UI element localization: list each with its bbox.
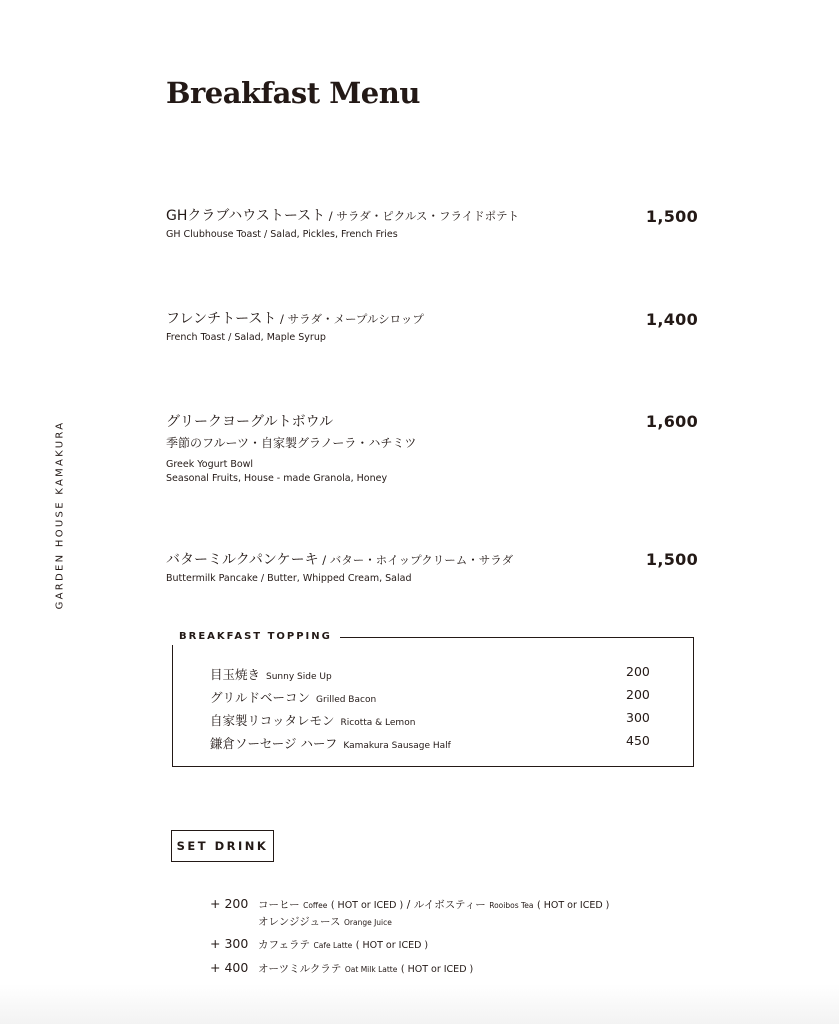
- drink-name-jp: オーツミルクラテ: [258, 963, 342, 975]
- drink-price-add: + 300: [210, 936, 249, 951]
- topping-row: [210, 733, 451, 752]
- drink-option: ( HOT or ICED ): [330, 900, 404, 911]
- drink-name-en: Oat Milk Latte: [344, 965, 398, 974]
- menu-item-name-en: Greek Yogurt Bowl: [166, 459, 254, 470]
- topping-price: 300: [626, 710, 650, 725]
- menu-item-name: [166, 206, 519, 226]
- menu-item-sides-jp: / サラダ・メープルシロップ: [276, 312, 424, 326]
- drink-name-jp: ルイボスティー: [413, 899, 486, 911]
- drink-row: [210, 896, 609, 912]
- menu-item-name-en: GH Clubhouse Toast / Salad, Pickles, French Fries: [166, 229, 398, 240]
- page-title: Breakfast Menu: [166, 76, 420, 110]
- menu-item-price: 1,500: [645, 550, 698, 569]
- menu-item-sides-jp: / サラダ・ピクルス・フライドポテト: [325, 209, 520, 223]
- drink-name-en: Orange Juice: [343, 918, 392, 927]
- topping-name-jp: グリルドベーコン: [210, 690, 311, 705]
- menu-item: [166, 206, 519, 242]
- drink-row: [210, 960, 473, 976]
- set-drink-label: SET DRINK: [171, 830, 274, 862]
- topping-name-en: Ricotta & Lemon: [340, 718, 416, 728]
- topping-price: 200: [626, 664, 650, 679]
- drink-option: ( HOT or ICED ): [355, 940, 429, 951]
- drink-name-jp: カフェラテ: [258, 939, 310, 951]
- topping-price: 200: [626, 687, 650, 702]
- topping-row: [210, 710, 415, 729]
- drink-name-en: Rooibos Tea: [489, 901, 534, 910]
- page-bottom-shade: [0, 984, 839, 1024]
- menu-item-price: 1,500: [645, 207, 698, 226]
- menu-item-name-en: French Toast / Salad, Maple Syrup: [166, 332, 326, 343]
- topping-row: [210, 687, 376, 706]
- drink-row: [210, 936, 428, 952]
- topping-name-jp: 鎌倉ソーセージ ハーフ: [210, 736, 338, 751]
- menu-item: [166, 412, 416, 486]
- menu-item-name-en: Buttermilk Pancake / Butter, Whipped Cream, Salad: [166, 573, 412, 584]
- menu-item-name-jp: GHクラブハウストースト: [166, 208, 326, 224]
- topping-label: BREAKFAST TOPPING: [172, 629, 340, 645]
- topping-name-en: Grilled Bacon: [316, 695, 377, 705]
- drink-name-en: Cafe Latte: [313, 941, 353, 950]
- menu-item-price: 1,400: [645, 310, 698, 329]
- menu-item-sides-jp: / バター・ホイップクリーム・サラダ: [318, 553, 514, 567]
- drink-name-jp: オレンジジュース: [258, 916, 341, 928]
- menu-item-sides-jp: 季節のフルーツ・自家製グラノーラ・ハチミツ: [166, 436, 417, 450]
- menu-item-name-jp: バターミルクパンケーキ: [166, 552, 319, 568]
- drink-separator: /: [406, 899, 411, 911]
- topping-row: [210, 664, 332, 683]
- topping-name-jp: 自家製リコッタレモン: [210, 713, 335, 728]
- drink-option: ( HOT or ICED ): [400, 964, 474, 975]
- topping-price: 450: [626, 733, 650, 748]
- menu-item: [166, 309, 424, 345]
- drink-name-en: Coffee: [303, 901, 328, 910]
- menu-item-name-jp: グリークヨーグルトボウル: [166, 414, 334, 430]
- topping-name-en: Kamakura Sausage Half: [343, 741, 451, 751]
- drink-name-jp: コーヒー: [258, 899, 300, 911]
- menu-item-name: [166, 309, 424, 329]
- menu-item-price: 1,600: [645, 412, 698, 431]
- topping-name-jp: 目玉焼き: [210, 667, 261, 682]
- drink-price-add: + 400: [210, 960, 249, 975]
- menu-item-name: [166, 550, 513, 570]
- drink-option: ( HOT or ICED ): [537, 900, 610, 911]
- topping-name-en: Sunny Side Up: [266, 672, 332, 682]
- menu-item-name-jp: フレンチトースト: [166, 311, 277, 327]
- brand-vertical-text: GARDEN HOUSE KAMAKURA: [54, 420, 66, 610]
- drink-row: [258, 914, 392, 929]
- drink-price-add: + 200: [210, 896, 249, 911]
- menu-item: [166, 550, 513, 586]
- menu-item-sides-en: Seasonal Fruits, House - made Granola, Honey: [166, 473, 388, 484]
